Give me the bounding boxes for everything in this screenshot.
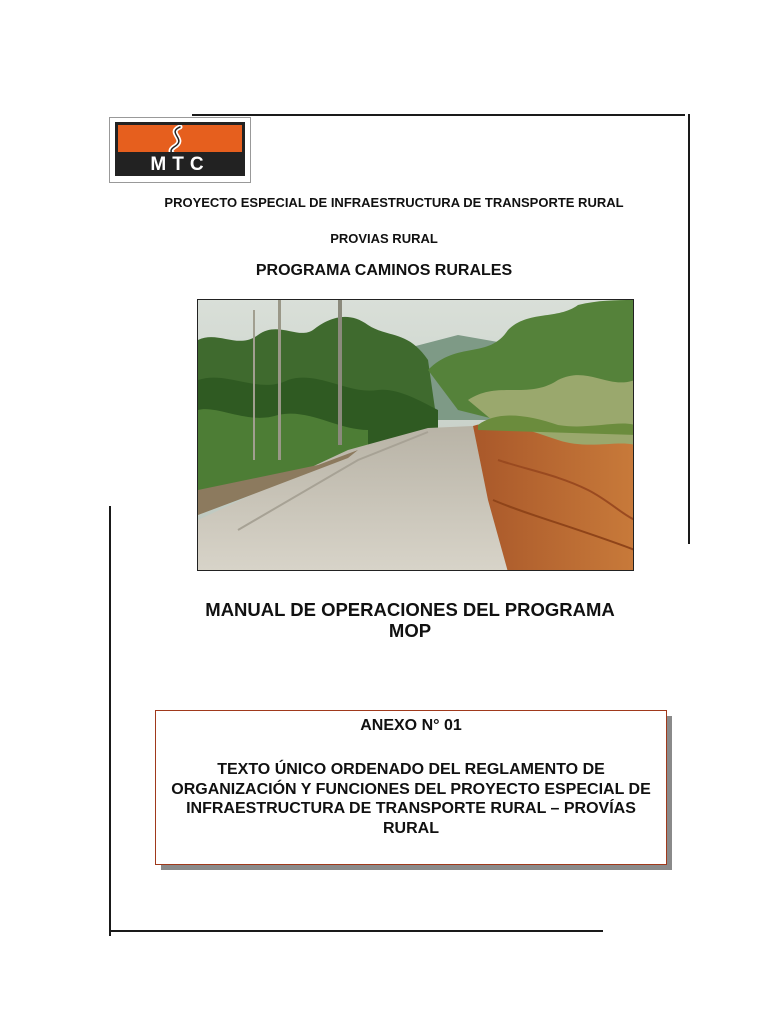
frame-rule-left (109, 506, 111, 936)
annex-box (155, 710, 667, 865)
annex-description: TEXTO ÚNICO ORDENADO DEL REGLAMENTO DE ORGANIZACIÓN Y FUNCIONES DEL PROYECTO ESPECIAL DE INFRAESTRUCTURA DE TRANSPORTE RURAL – PROVÍAS RURAL (171, 761, 651, 837)
rural-road-illustration (198, 300, 634, 571)
manual-title (150, 599, 670, 641)
cover-photo-rural-road (197, 299, 634, 571)
mtc-logo-emblem (115, 122, 245, 176)
annex-label: ANEXO N° 01 (360, 717, 462, 734)
mtc-logo-text: MTC (150, 154, 210, 173)
manual-title-line1: MANUAL DE OPERACIONES DEL PROGRAMA (205, 599, 615, 620)
provias-subtitle: PROVIAS RURAL (330, 231, 438, 246)
project-title: PROYECTO ESPECIAL DE INFRAESTRUCTURA DE TRANSPORTE RURAL (164, 195, 624, 210)
road-curve-icon (118, 125, 242, 173)
manual-title-line2: MOP (388, 620, 432, 641)
program-title: PROGRAMA CAMINOS RURALES (255, 262, 513, 279)
frame-rule-right (688, 114, 690, 544)
frame-rule-top (192, 114, 685, 116)
mtc-logo (109, 117, 251, 183)
frame-rule-bottom (109, 930, 603, 932)
